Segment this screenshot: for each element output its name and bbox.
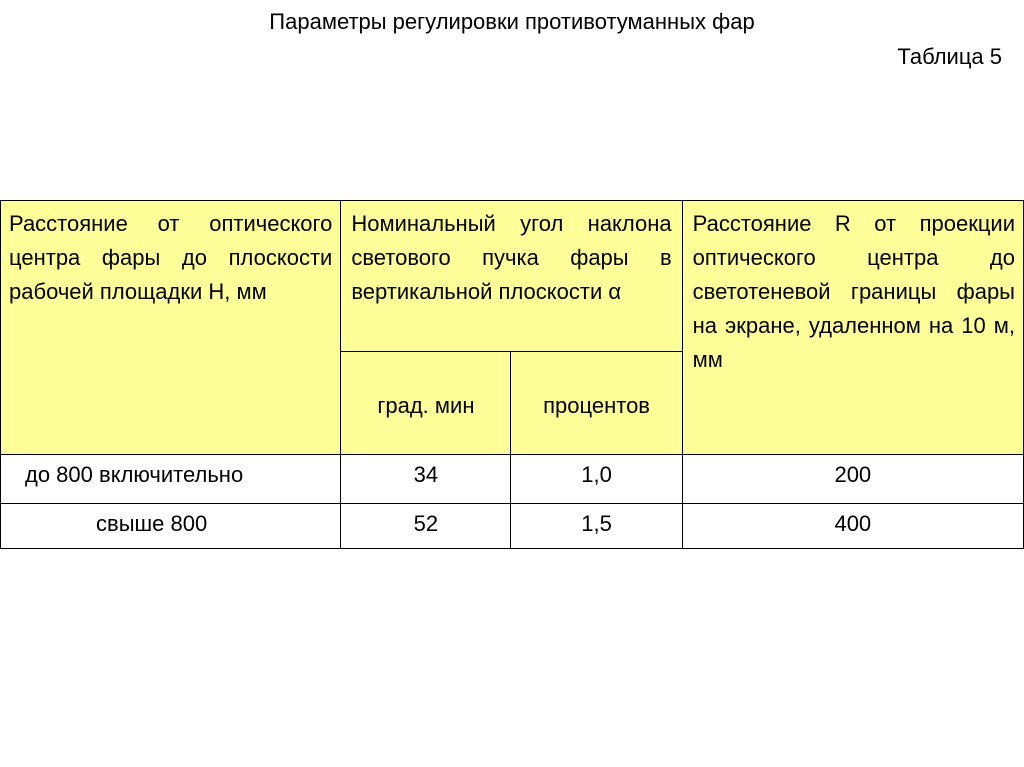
cell-percent: 1,5	[511, 504, 682, 549]
cell-angle: 34	[341, 455, 511, 504]
table-row	[1, 455, 1024, 504]
header-angle-group: Номинальный угол наклона светового пучка фары в вертикальной плоскости α	[341, 201, 682, 352]
table-row	[1, 504, 1024, 549]
slide-title: Параметры регулировки противотуманных фар	[269, 9, 755, 34]
cell-percent: 1,0	[511, 455, 682, 504]
header-distance-r: Расстояние R от проекции оптического центра до светотеневой границы фары на экране, удаленном на 10 м, мм	[682, 201, 1023, 455]
header-degrees-minutes: град. мин	[341, 352, 511, 455]
cell-distance: 200	[682, 455, 1023, 504]
fog-lamp-parameters-table	[0, 200, 1024, 549]
header-percent: процентов	[511, 352, 682, 455]
table-header-row	[1, 201, 1024, 352]
cell-angle: 52	[341, 504, 511, 549]
cell-height: до 800 включительно	[1, 455, 341, 504]
table-number-label: Таблица 5	[897, 44, 1002, 69]
cell-distance: 400	[682, 504, 1023, 549]
cell-height: свыше 800	[1, 504, 341, 549]
header-height: Расстояние от оптического центра фары до плоскости рабочей площадки Н, мм	[1, 201, 341, 455]
